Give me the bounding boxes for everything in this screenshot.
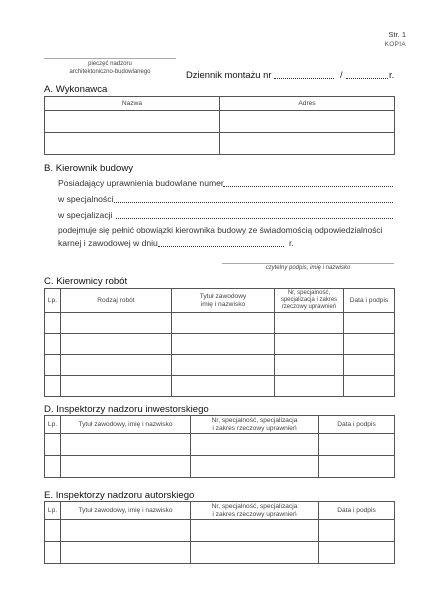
table-cell[interactable] bbox=[191, 542, 319, 564]
section-c-table bbox=[44, 288, 395, 397]
table-cell[interactable] bbox=[172, 334, 275, 355]
table-row bbox=[45, 376, 395, 397]
table-cell[interactable] bbox=[172, 313, 275, 334]
journal-year-suffix: r. bbox=[389, 69, 395, 80]
journal-title bbox=[186, 69, 271, 80]
table-cell[interactable] bbox=[319, 542, 395, 564]
table-cell[interactable] bbox=[45, 334, 61, 355]
table-cell[interactable] bbox=[45, 456, 61, 478]
section-e-col-lp: Lp. bbox=[45, 502, 61, 520]
table-cell[interactable] bbox=[45, 520, 61, 542]
section-e-col-title-name: Tytuł zawodowy, imię i nazwisko bbox=[61, 502, 191, 520]
copy-label: KOPIA bbox=[384, 41, 406, 48]
section-a-name-cell[interactable] bbox=[45, 111, 220, 133]
table-cell[interactable] bbox=[45, 355, 61, 376]
table-cell[interactable] bbox=[172, 376, 275, 397]
section-e-col-date-sign: Data i podpis bbox=[319, 502, 395, 520]
page-header-right bbox=[385, 30, 406, 50]
section-b-date-suffix: r. bbox=[289, 238, 294, 248]
table-row bbox=[45, 542, 395, 564]
table-cell[interactable] bbox=[275, 376, 344, 397]
section-a-col-address: Adres bbox=[220, 97, 395, 111]
section-c-col-work-type: Rodzaj robót bbox=[61, 289, 172, 313]
section-a-address-cell[interactable] bbox=[220, 111, 395, 133]
stamp-caption-line2: architektoniczno-budowlanego bbox=[69, 69, 151, 75]
table-cell[interactable] bbox=[275, 334, 344, 355]
journal-title-text: Dziennik montażu nr bbox=[186, 69, 272, 80]
section-c-title: C. Kierownicy robót bbox=[44, 276, 128, 287]
table-cell[interactable] bbox=[344, 313, 395, 334]
table-cell[interactable] bbox=[275, 355, 344, 376]
table-row bbox=[45, 334, 395, 355]
page-number: Str. 1 bbox=[388, 30, 406, 39]
section-e-title: E. Inspektorzy nadzoru autorskiego bbox=[44, 490, 195, 501]
table-cell[interactable] bbox=[61, 376, 172, 397]
table-cell[interactable] bbox=[319, 434, 395, 456]
table-cell[interactable] bbox=[319, 456, 395, 478]
signature-caption: czytelny podpis, imię i nazwisko bbox=[265, 265, 351, 271]
specialty-field[interactable] bbox=[114, 202, 393, 203]
signature-line[interactable] bbox=[222, 263, 394, 264]
table-cell[interactable] bbox=[61, 542, 191, 564]
table-row bbox=[45, 456, 395, 478]
section-a-address-cell[interactable] bbox=[220, 133, 395, 155]
table-cell[interactable] bbox=[191, 520, 319, 542]
section-b-declaration: podejmuje się pełnić obowiązki kierownika budowy ze świadomością odpowiedzialności bbox=[58, 225, 383, 235]
table-cell[interactable] bbox=[45, 434, 61, 456]
table-row bbox=[45, 313, 395, 334]
section-b-specialization-label: w specjalizacji bbox=[58, 210, 113, 220]
stamp-caption-line1: pieczęć nadzoru bbox=[88, 61, 132, 67]
section-d-col-permit: Nr, specjalność, specjalizacja i zakres rzeczowy uprawnień bbox=[191, 416, 319, 434]
specialization-field[interactable] bbox=[116, 218, 393, 219]
journal-slash: / bbox=[340, 69, 343, 80]
table-cell[interactable] bbox=[61, 434, 191, 456]
section-a-col-name: Nazwa bbox=[45, 97, 220, 111]
table-cell[interactable] bbox=[61, 520, 191, 542]
journal-year-field[interactable] bbox=[346, 78, 388, 79]
section-a-name-cell[interactable] bbox=[45, 133, 220, 155]
section-a-title: A. Wykonawca bbox=[44, 84, 108, 95]
journal-number-field[interactable] bbox=[274, 78, 334, 79]
table-cell[interactable] bbox=[45, 542, 61, 564]
permit-number-field[interactable] bbox=[223, 186, 393, 187]
table-row bbox=[45, 520, 395, 542]
section-d-col-date-sign: Data i podpis bbox=[319, 416, 395, 434]
section-d-title: D. Inspektorzy nadzoru inwestorskiego bbox=[44, 404, 209, 415]
section-d-table bbox=[44, 415, 395, 478]
section-e-col-permit: Nr, specjalność, specjalizacja i zakres rzeczowy uprawnień bbox=[191, 502, 319, 520]
section-b-date-label: karnej i zawodowej w dniu bbox=[58, 238, 158, 248]
table-cell[interactable] bbox=[45, 376, 61, 397]
section-c-col-lp: Lp. bbox=[45, 289, 61, 313]
table-row bbox=[45, 355, 395, 376]
table-cell[interactable] bbox=[344, 334, 395, 355]
section-b-title: B. Kierownik budowy bbox=[44, 163, 134, 174]
section-a-table bbox=[44, 96, 395, 155]
stamp-caption bbox=[44, 60, 176, 76]
table-cell[interactable] bbox=[319, 520, 395, 542]
section-b-permit-label: Posiadający uprawnienia budowlane numer bbox=[58, 178, 224, 188]
section-c-col-title-name: Tytuł zawodowy imię i nazwisko bbox=[172, 289, 275, 313]
table-cell[interactable] bbox=[191, 434, 319, 456]
table-row bbox=[45, 434, 395, 456]
table-cell[interactable] bbox=[191, 456, 319, 478]
section-d-col-title-name: Tytuł zawodowy, imię i nazwisko bbox=[61, 416, 191, 434]
start-date-field[interactable] bbox=[158, 246, 284, 247]
section-d-col-lp: Lp. bbox=[45, 416, 61, 434]
table-cell[interactable] bbox=[172, 355, 275, 376]
stamp-line bbox=[44, 58, 176, 59]
section-c-col-permit: Nr, specjalność, specjalizacja i zakres rzeczowy uprawnień bbox=[275, 289, 344, 313]
table-cell[interactable] bbox=[275, 313, 344, 334]
section-b-specialty-label: w specjalności bbox=[58, 194, 114, 204]
table-cell[interactable] bbox=[61, 355, 172, 376]
table-cell[interactable] bbox=[61, 456, 191, 478]
table-cell[interactable] bbox=[344, 355, 395, 376]
table-cell[interactable] bbox=[61, 313, 172, 334]
table-cell[interactable] bbox=[61, 334, 172, 355]
table-cell[interactable] bbox=[45, 313, 61, 334]
table-cell[interactable] bbox=[344, 376, 395, 397]
section-e-table bbox=[44, 501, 395, 564]
section-c-col-date-sign: Data i podpis bbox=[344, 289, 395, 313]
